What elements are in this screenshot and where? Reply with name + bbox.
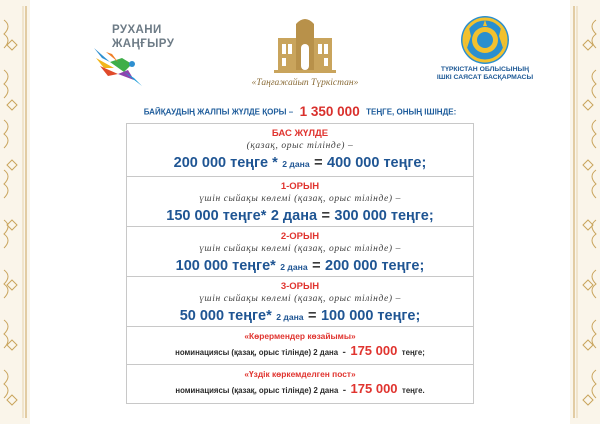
second-place-amount: 100 000 теңге* xyxy=(175,258,276,274)
audience-choice-dash: - xyxy=(342,347,346,358)
first-place-amount-line xyxy=(127,205,473,227)
second-place-note: үшін сыйақы көлемі (қазақ, орыс тілінде) – xyxy=(199,244,401,254)
kazakhstan-emblem-icon xyxy=(459,14,511,66)
third-place-equals: = xyxy=(308,308,317,324)
grand-prize-equals: = xyxy=(314,155,323,171)
rukhani-line1: РУХАНИ xyxy=(112,24,162,36)
audience-choice-amount: 175 000 xyxy=(350,343,398,358)
title-suffix: ТЕҢГЕ, ОНЫҢ ІШІНДЕ: xyxy=(366,107,457,117)
first-place-count: 2 дана xyxy=(270,208,318,224)
first-place-equals: = xyxy=(321,208,330,224)
best-post-heading: «Үздік көркемделген пост» xyxy=(244,369,356,379)
building-icon xyxy=(274,14,336,76)
turkistan-internal-policy-logo xyxy=(420,14,550,100)
best-post-tail: теңге. xyxy=(402,386,425,395)
prize-row-best-post xyxy=(127,365,473,403)
center-logo-caption: «Таңғажайып Түркістан» xyxy=(251,78,359,88)
rukhani-zhangyru-logo xyxy=(88,18,208,90)
audience-choice-text: номинациясы (қазақ, орыс тілінде) 2 дана xyxy=(175,348,339,357)
right-ornament-icon xyxy=(570,0,600,424)
prize-row-audience-choice xyxy=(127,327,473,365)
left-ornament-icon xyxy=(0,0,30,424)
third-place-heading: 3-ОРЫН xyxy=(280,281,320,292)
third-place-amount-line xyxy=(127,305,473,327)
grand-prize-amount: 200 000 теңге * xyxy=(173,155,278,171)
first-place-heading: 1-ОРЫН xyxy=(280,181,320,192)
prize-fund-title xyxy=(60,103,540,123)
prize-row-second xyxy=(127,227,473,277)
third-place-amount: 50 000 теңге* xyxy=(179,308,272,324)
best-post-amount: 175 000 xyxy=(350,381,398,396)
org-name-line1: ТҮРКІСТАН ОБЛЫСЫНЫҢ xyxy=(440,66,530,73)
audience-choice-heading: «Көрермендер көзайымы» xyxy=(244,331,356,341)
prize-row-third xyxy=(127,277,473,327)
second-place-total: 200 000 теңге; xyxy=(325,258,425,274)
grand-prize-heading: БАС ЖҮЛДЕ xyxy=(271,128,329,139)
audience-choice-line xyxy=(127,342,473,362)
left-ornament-border xyxy=(0,0,30,424)
tangazhaiyp-turkistan-logo xyxy=(245,14,365,94)
prize-row-first xyxy=(127,177,473,227)
second-place-equals: = xyxy=(312,258,321,274)
best-post-line xyxy=(127,380,473,400)
first-place-total: 300 000 теңге; xyxy=(334,208,434,224)
grand-prize-total: 400 000 теңге; xyxy=(327,155,427,171)
best-post-text: номинациясы (қазақ, орыс тілінде) 2 дана xyxy=(175,386,339,395)
second-place-heading: 2-ОРЫН xyxy=(280,231,320,242)
first-place-amount: 150 000 теңге* xyxy=(166,208,267,224)
prize-row-grand xyxy=(127,124,473,177)
third-place-total: 100 000 теңге; xyxy=(320,308,421,324)
audience-choice-tail: теңге; xyxy=(401,348,425,357)
third-place-note: үшін сыйақы көлемі (қазақ, орыс тілінде) – xyxy=(199,294,401,304)
second-place-count: 2 дана xyxy=(280,262,308,272)
title-prefix: БАЙҚАУДЫҢ ЖАЛПЫ ЖҮЛДЕ ҚОРЫ – xyxy=(143,107,294,117)
grand-prize-amount-line xyxy=(127,152,473,175)
rukhani-line2: ЖАҢҒЫРУ xyxy=(112,38,175,50)
first-place-note: үшін сыйақы көлемі (қазақ, орыс тілінде) – xyxy=(199,194,401,204)
best-post-dash: - xyxy=(342,385,347,396)
third-place-count: 2 дана xyxy=(276,312,304,322)
header xyxy=(30,0,570,100)
grand-prize-count: 2 дана xyxy=(282,159,310,169)
second-place-amount-line xyxy=(127,255,473,277)
grand-prize-note: (қазақ, орыс тілінде) – xyxy=(246,141,354,151)
org-name-line2: ІШКІ САЯСАТ БАСҚАРМАСЫ xyxy=(436,74,534,81)
prize-table xyxy=(126,123,474,404)
right-ornament-border xyxy=(570,0,600,424)
title-amount: 1 350 000 xyxy=(299,104,360,120)
